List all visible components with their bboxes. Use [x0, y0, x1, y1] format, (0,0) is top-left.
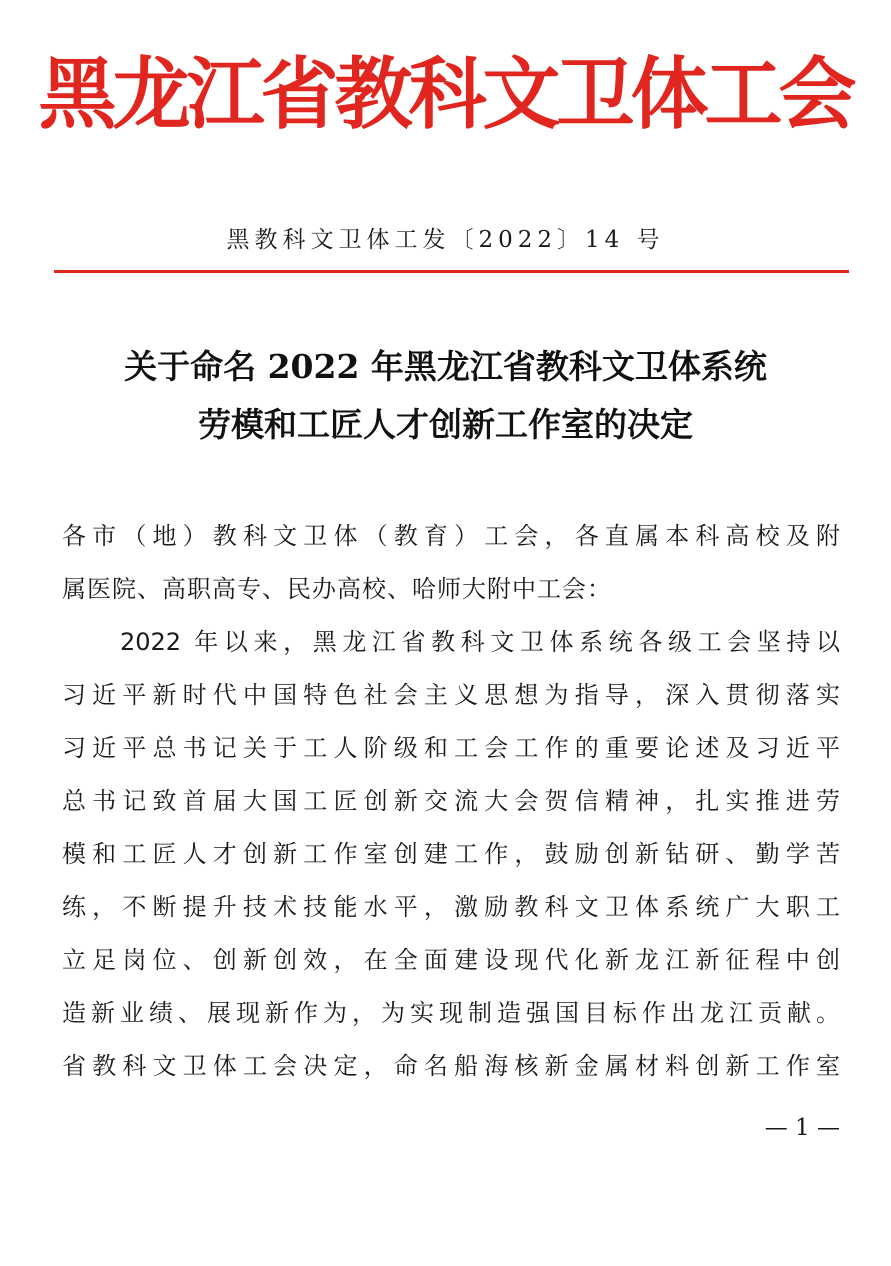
- paragraph-line: 立足岗位、创新创效，在全面建设现代化新龙江新征程中创: [62, 946, 840, 974]
- body-text: [62, 510, 840, 1093]
- red-divider-line: [54, 270, 849, 273]
- paragraph-line: 省教科文卫体工会决定，命名船海核新金属材料创新工作室: [62, 1052, 840, 1080]
- document-title: [30, 338, 861, 454]
- paragraph-line: 习近平总书记关于工人阶级和工会工作的重要论述及习近平: [62, 734, 840, 762]
- title-line: 关于命名 2022 年黑龙江省教科文卫体系统: [124, 347, 767, 386]
- paragraph-line: 总书记致首届大国工匠创新交流大会贺信精神，扎实推进劳: [62, 787, 840, 815]
- salutation-line: 属医院、高职高专、民办高校、哈师大附中工会：: [62, 575, 612, 603]
- page-number: — 1 —: [764, 1115, 840, 1141]
- paragraph-line: 习近平新时代中国特色社会主义思想为指导，深入贯彻落实: [62, 681, 840, 709]
- title-line: 劳模和工匠人才创新工作室的决定: [198, 405, 693, 444]
- salutation-line: 各市（地）教科文卫体（教育）工会，各直属本科高校及附: [62, 522, 840, 550]
- masthead-title: 黑龙江省教科文卫体工会: [38, 49, 853, 140]
- paragraph-line: 模和工匠人才创新工作室创建工作，鼓励创新钻研、勤学苦: [62, 840, 840, 868]
- paragraph-line: 练，不断提升技术技能水平，激励教科文卫体系统广大职工: [62, 893, 840, 921]
- document-number: 黑教科文卫体工发〔2022〕14 号: [226, 227, 665, 253]
- paragraph-line: 造新业绩、展现新作为，为实现制造强国目标作出龙江贡献。: [62, 999, 840, 1027]
- paragraph-line: 2022 年以来，黑龙江省教科文卫体系统各级工会坚持以: [120, 628, 840, 656]
